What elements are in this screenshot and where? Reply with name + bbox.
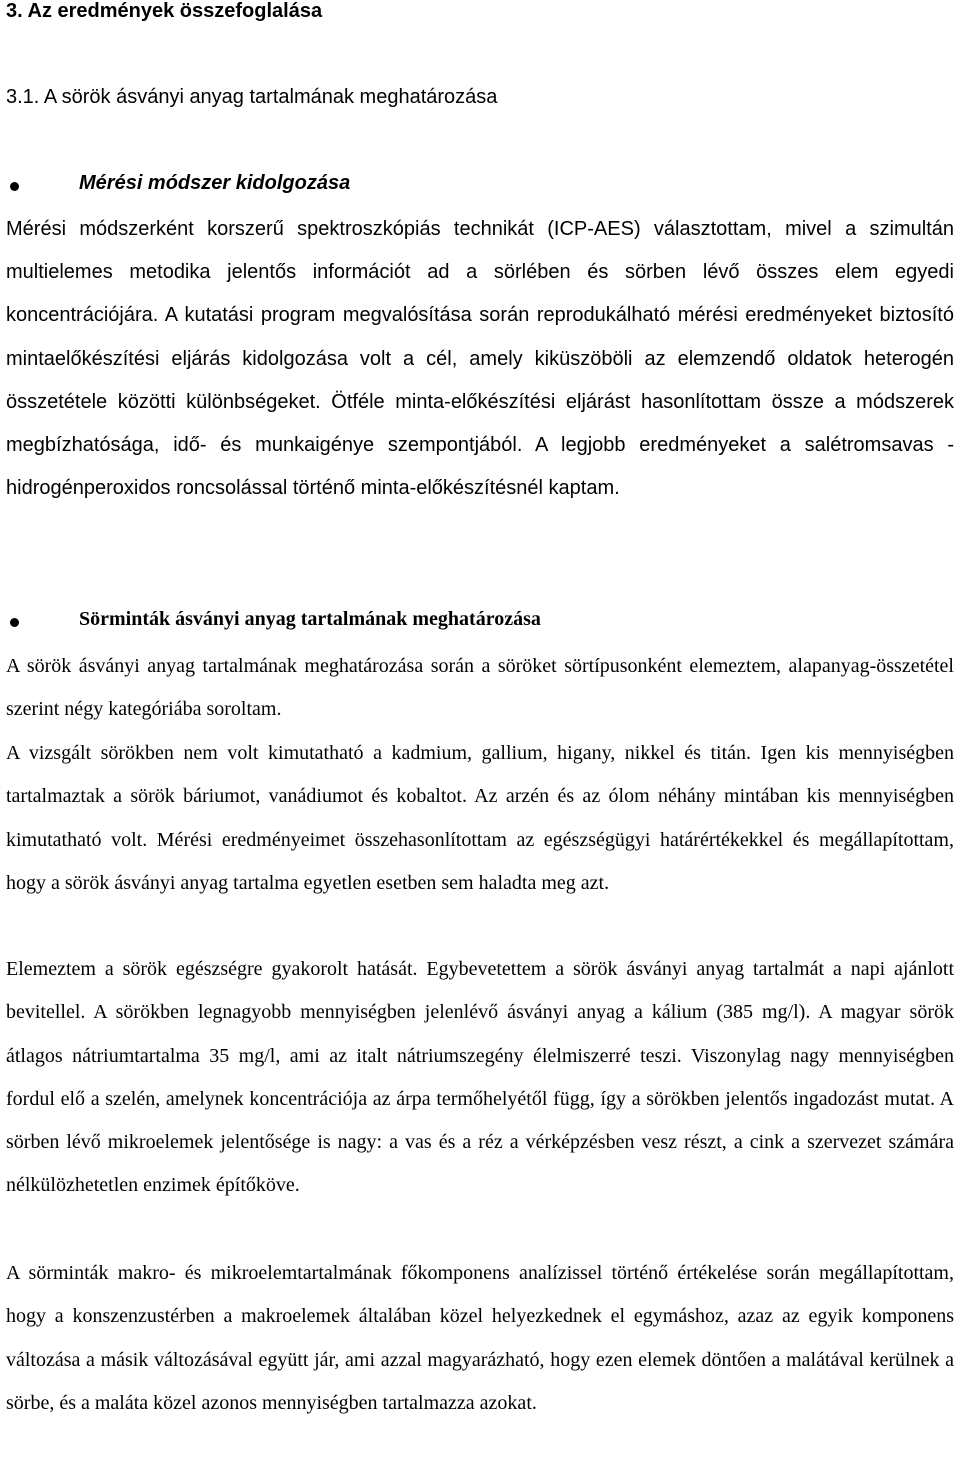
- subsection-title: 3.1. A sörök ásványi anyag tartalmának meghatározása: [6, 86, 498, 108]
- bullet-icon: [10, 182, 19, 191]
- bullet-title: Mérési módszer kidolgozása: [79, 172, 351, 194]
- paragraph: Elemeztem a sörök egészségre gyakorolt hatását. Egybevetettem a sörök ásványi anyag tartalmát a napi ajánlott bevitellel. A sörökben legnagyobb mennyiségben jelenlévő ásványi anyag a kálium (385 mg/l). A magyar sörök átlagos nátriumtartalma 35 mg/l, ami az italt nátriumszegény élelmiszerré teszi. Viszonylag nagy mennyiségben fordul elő a szelén, amelynek koncentrációja az árpa termőhelyétől függ, így a sörökben jelentős ingadozást mutat. A sörben lévő mikroelemek jelentősége is nagy: a vas és a réz a vérképzésben vesz részt, a cink a szervezet számára nélkülözhetetlen enzimek építőköve.: [6, 958, 954, 1197]
- paragraph: A vizsgált sörökben nem volt kimutatható a kadmium, gallium, higany, nikkel és titán. Igen kis mennyiségben tartalmaztak a sörök báriumot, vanádiumot és kobaltot. Az arzén és az ólom néhány mintában kis mennyiségben kimutatható volt. Mérési eredményeimet összehasonlítottam az egészségügyi határértékekkel és megállapítottam, hogy a sörök ásványi anyag tartalma egyetlen esetben sem haladta meg azt.: [6, 742, 954, 894]
- paragraph: A sörök ásványi anyag tartalmának meghatározása során a söröket sörtípusonként elemeztem, alapanyag-összetétel szerint négy kategóriába soroltam.: [6, 655, 954, 721]
- bullet-item-method: [6, 172, 954, 200]
- bullet-icon: [10, 618, 19, 627]
- section-title: 3. Az eredmények összefoglalása: [6, 0, 323, 22]
- bullet-title: Sörminták ásványi anyag tartalmának meghatározása: [79, 608, 541, 630]
- paragraph: Mérési módszerként korszerű spektroszkópiás technikát (ICP-AES) választottam, mivel a szimultán multielemes metodika jelentős információt ad a sörlében és sörben lévő összes elem egyedi koncentrációjára. A kutatási program megvalósítása során reprodukálható mérési eredményeket biztosító mintaelőkészítési eljárás kidolgozása volt a cél, amely kiküszöböli az elemzendő oldatok heterogén összetétele közötti különbségeket. Ötféle minta-előkészítési eljárást hasonlítottam össze a módszerek megbízhatósága, idő- és munkaigénye szempontjából. A legjobb eredményeket a salétromsavas - hidrogénperoxidos roncsolással történő minta-előkészítésnél kaptam.: [6, 218, 954, 500]
- bullet-item-samples: [6, 608, 954, 636]
- paragraph: A sörminták makro- és mikroelemtartalmának főkomponens analízissel történő értékelése során megállapítottam, hogy a konszenzustérben a makroelemek általában közel helyezkednek el egymáshoz, azaz az egyik komponens változása a másik változásával együtt jár, ami azzal magyarázható, hogy ezen elemek döntően a malátával kerülnek a sörbe, és a maláta közel azonos mennyiségben tartalmazza azokat.: [6, 1262, 954, 1414]
